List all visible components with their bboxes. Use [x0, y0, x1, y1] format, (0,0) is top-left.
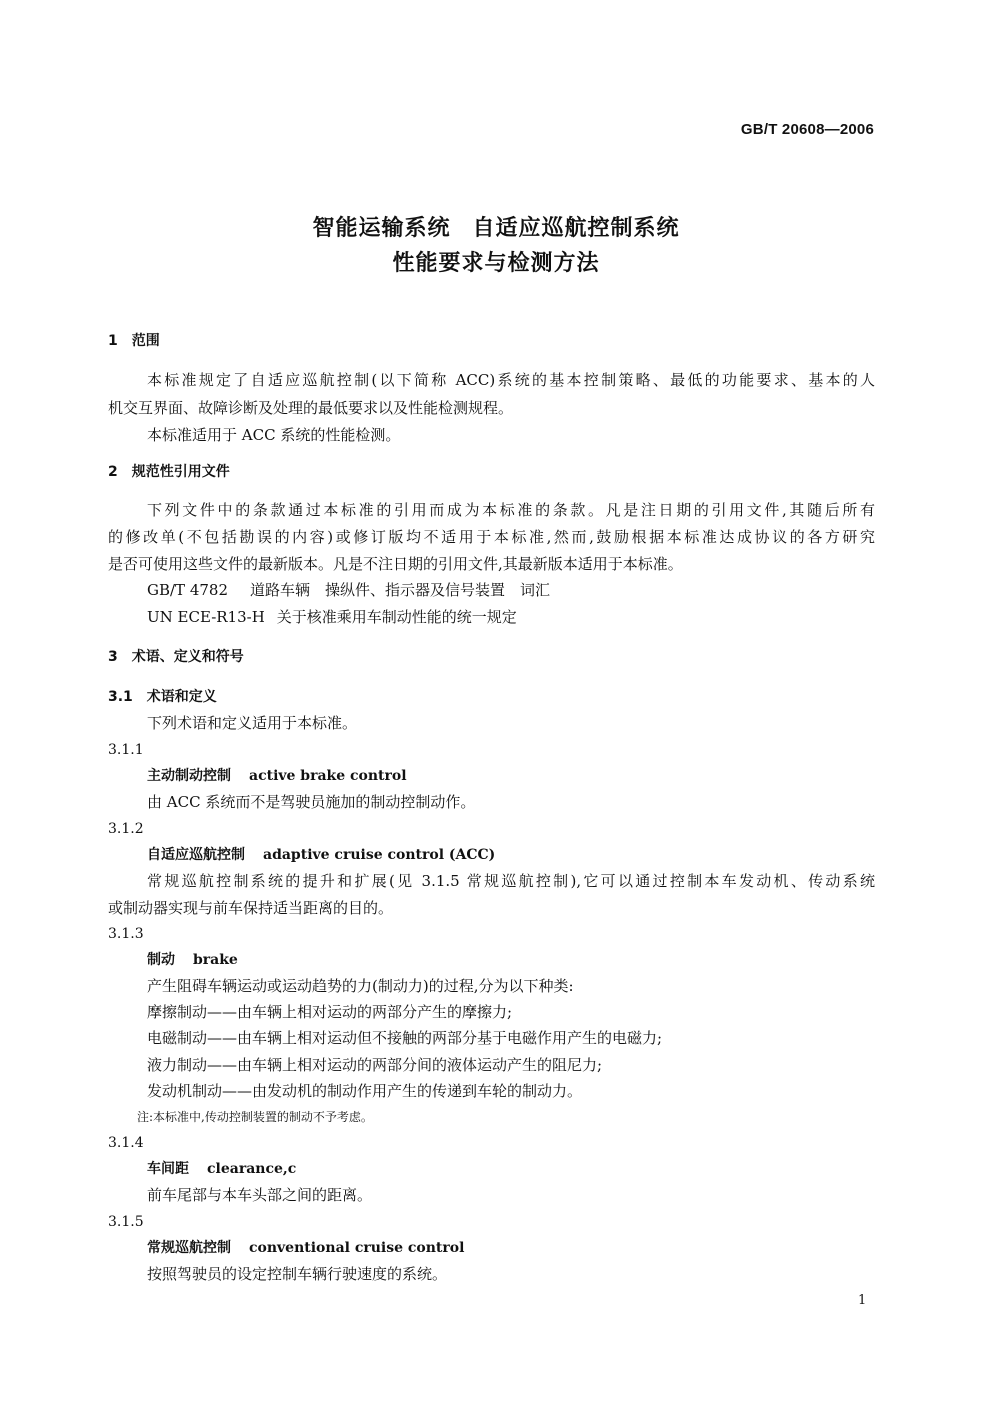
term-definition: 按照驾驶员的设定控制车辆行驶速度的系统。: [147, 1265, 448, 1283]
document-title-line-1: [0, 211, 992, 242]
term-heading: [147, 1159, 296, 1179]
section-1-paragraph-2: 本标准适用于 ACC 系统的性能检测。: [147, 426, 401, 444]
document-title-line-2: 性能要求与检测方法: [392, 251, 600, 276]
section-2-paragraph-line: 是否可使用这些文件的最新版本。凡是不注日期的引用文件,其最新版本适用于本标准。: [108, 555, 683, 573]
term-heading: [147, 766, 407, 786]
section-2-paragraph-line: 的修改单(不包括勘误的内容)或修订版均不适用于本标准,然而,鼓励根据本标准达成协议的各方研究: [108, 528, 875, 546]
term-chinese: 车间距: [147, 1161, 189, 1177]
brake-type-item: 电磁制动——由车辆上相对运动但不接触的两部分基于电磁作用产生的电磁力;: [147, 1029, 663, 1047]
term-number: 3.1.4: [108, 1135, 144, 1151]
term-number: 3.1.5: [108, 1214, 144, 1230]
term-heading: [147, 845, 495, 865]
section-1-paragraph-line: 机交互界面、故障诊断及处理的最低要求以及性能检测规程。: [108, 399, 514, 417]
term-definition-line: 常规巡航控制系统的提升和扩展(见 3.1.5 常规巡航控制),它可以通过控制本车发动机、传动系统: [147, 872, 875, 890]
normative-reference-1: [147, 580, 550, 600]
reference-code: GB/T 4782: [147, 581, 229, 599]
section-3-heading: 3 术语、定义和符号: [108, 649, 244, 665]
term-number: 3.1.1: [108, 742, 144, 758]
section-2-heading: 2 规范性引用文件: [108, 464, 230, 480]
brake-type-item: 液力制动——由车辆上相对运动的两部分间的液体运动产生的阻尼力;: [147, 1056, 603, 1074]
term-chinese: 常规巡航控制: [147, 1240, 231, 1256]
standard-code: GB/T 20608—2006: [740, 121, 874, 138]
term-definition: 产生阻碍车辆运动或运动趋势的力(制动力)的过程,分为以下种类:: [147, 977, 574, 995]
term-heading: [147, 1238, 464, 1258]
term-heading: [147, 950, 238, 970]
note: 注:本标准中,传动控制装置的制动不予考虑。: [137, 1110, 373, 1124]
brake-type-item: 摩擦制动——由车辆上相对运动的两部分产生的摩擦力;: [147, 1003, 513, 1021]
term-english: conventional cruise control: [249, 1240, 465, 1256]
normative-reference-2: [147, 607, 517, 627]
section-3-1-intro: 下列术语和定义适用于本标准。: [147, 714, 358, 732]
term-definition: 由 ACC 系统而不是驾驶员施加的制动控制动作。: [147, 793, 476, 811]
term-chinese: 自适应巡航控制: [147, 847, 245, 863]
section-1-paragraph-line: 本标准规定了自适应巡航控制(以下简称 ACC)系统的基本控制策略、最低的功能要求、基本的人: [147, 371, 875, 389]
section-2-paragraph-line: 下列文件中的条款通过本标准的引用而成为本标准的条款。凡是注日期的引用文件,其随后所有: [147, 501, 875, 519]
page-number: 1: [858, 1293, 867, 1308]
title-part-a: 智能运输系统: [312, 216, 451, 241]
term-chinese: 制动: [147, 952, 175, 968]
term-english: adaptive cruise control (ACC): [263, 847, 496, 863]
term-english: brake: [193, 952, 238, 968]
title-part-b: 自适应巡航控制系统: [472, 216, 680, 241]
reference-title: 关于核准乘用车制动性能的统一规定: [276, 608, 517, 626]
term-definition: 前车尾部与本车头部之间的距离。: [147, 1186, 373, 1204]
term-chinese: 主动制动控制: [147, 768, 231, 784]
term-definition-line: 或制动器实现与前车保持适当距离的目的。: [108, 899, 394, 917]
term-number: 3.1.3: [108, 926, 144, 942]
term-number: 3.1.2: [108, 821, 144, 837]
term-english: active brake control: [249, 768, 407, 784]
section-1-heading: 1 范围: [108, 333, 160, 349]
term-english: clearance,c: [207, 1161, 297, 1177]
section-3-1-heading: 3.1 术语和定义: [108, 689, 217, 705]
reference-code: UN ECE-R13-H: [147, 608, 265, 626]
brake-type-item: 发动机制动——由发动机的制动作用产生的传递到车轮的制动力。: [147, 1082, 583, 1100]
reference-title: 道路车辆 操纵件、指示器及信号装置 词汇: [250, 581, 551, 599]
